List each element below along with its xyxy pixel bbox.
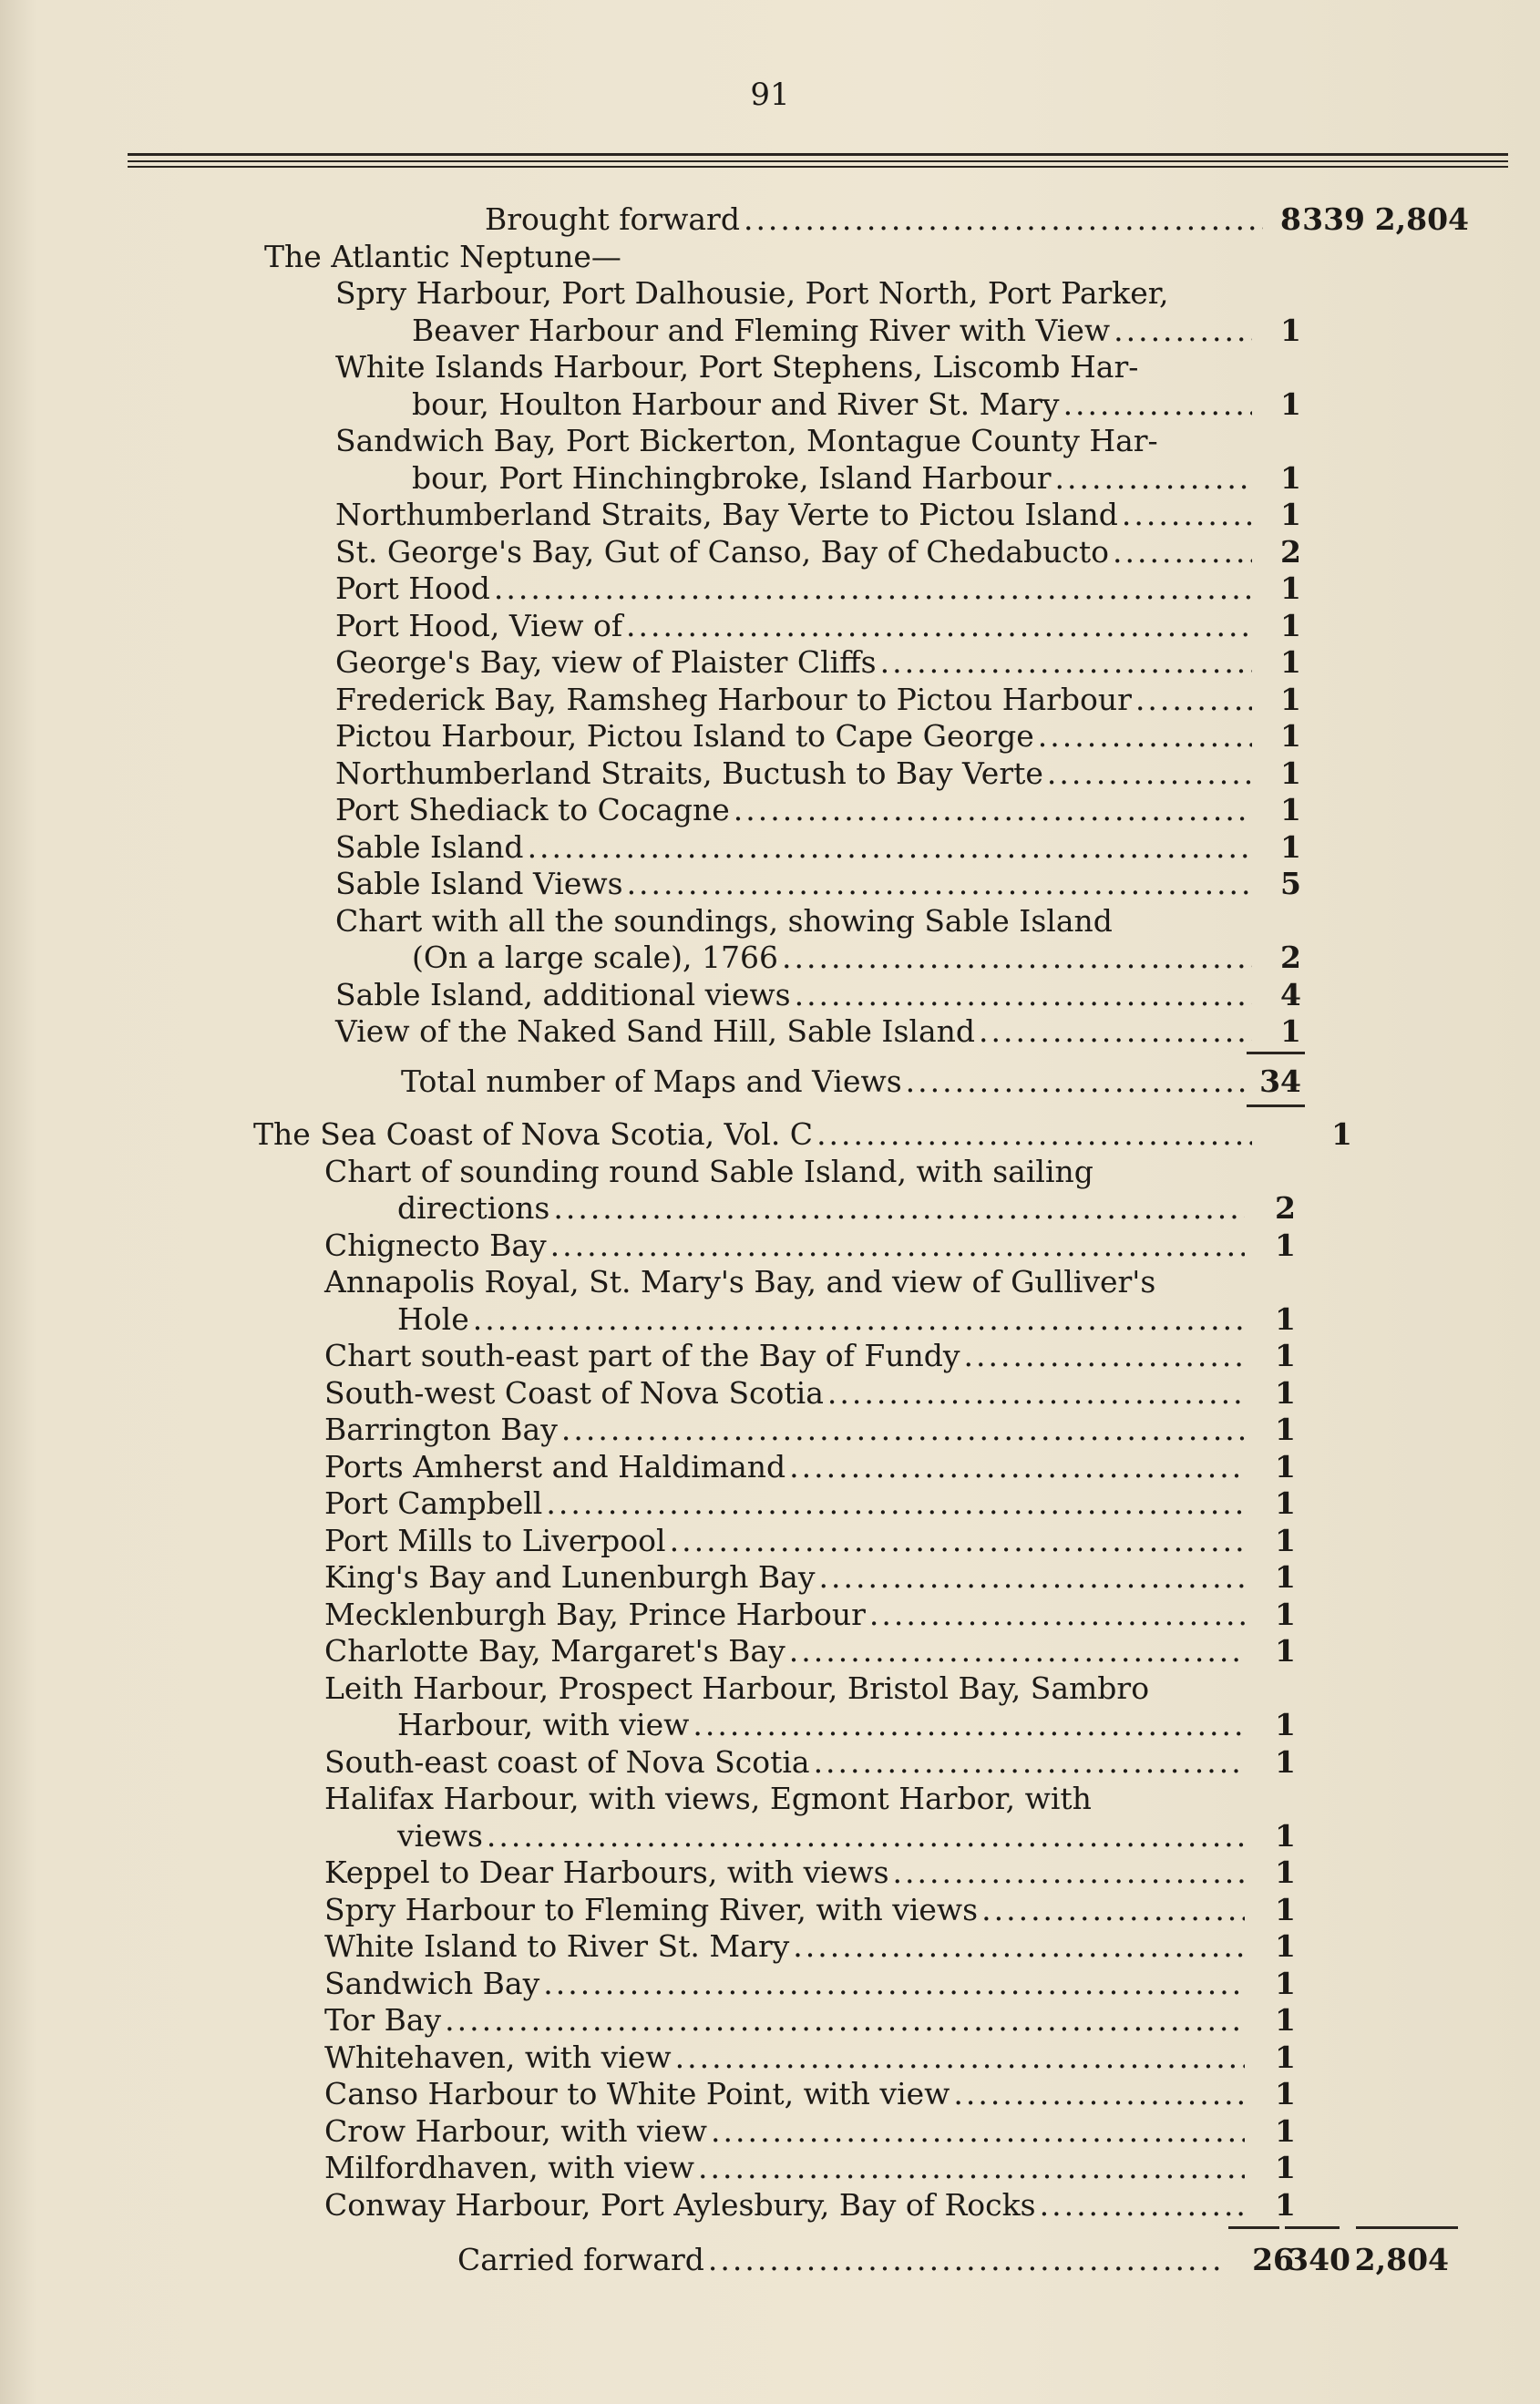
dot-leader: [789, 1448, 1245, 1486]
dot-leader: [543, 1965, 1245, 2003]
item-count: 1: [1280, 755, 1301, 791]
item-count: 4: [1280, 976, 1301, 1012]
list-item-label: Port Shediack to Cocagne: [335, 792, 730, 827]
dot-leader: [693, 1706, 1245, 1744]
item-count: 1: [1275, 1227, 1296, 1263]
list-item: [335, 533, 1258, 571]
list-item-label: (On a large scale), 1766: [412, 940, 778, 975]
list-item-label: White Island to River St. Mary: [324, 1928, 790, 1964]
item-count: 1: [1280, 718, 1301, 754]
list-item: [397, 1706, 1250, 1744]
list-item-label: Hole: [397, 1300, 469, 1337]
item-count: 1: [1275, 1485, 1296, 1521]
item-count: 1: [1275, 1891, 1296, 1927]
list-item: [324, 2149, 1250, 2187]
dot-leader: [698, 2149, 1245, 2187]
item-count: 1: [1280, 459, 1301, 496]
item-count: 1: [1280, 385, 1301, 422]
list-item: [335, 717, 1258, 755]
list-item-line: Chart of sounding round Sable Island, with sailing: [324, 1153, 1093, 1189]
dot-leader: [814, 1743, 1245, 1782]
dot-leader: [711, 2112, 1245, 2151]
list-item-label: Charlotte Bay, Margaret's Bay: [324, 1633, 785, 1669]
list-item: [412, 939, 1258, 977]
dot-leader: [670, 1522, 1245, 1560]
list-item-label: South-east coast of Nova Scotia: [324, 1743, 810, 1780]
total-row-label: Total number of Maps and Views: [401, 1063, 902, 1099]
dot-leader: [627, 865, 1252, 903]
list-item: [324, 1891, 1250, 1929]
item-count: 1: [1275, 2076, 1296, 2111]
dot-leader: [782, 939, 1252, 977]
list-item-label: Conway Harbour, Port Aylesbury, Bay of Rocks: [324, 2186, 1036, 2223]
item-count: 1: [1275, 2112, 1296, 2149]
list-item-label: South-west Coast of Nova Scotia: [324, 1374, 824, 1411]
sum-rule: [1247, 1104, 1305, 1107]
total-row: [401, 1063, 1258, 1101]
section-heading: [253, 1115, 1258, 1154]
list-item: [335, 1012, 1258, 1051]
list-item: [324, 1411, 1250, 1449]
carried-forward-col2: 340: [1288, 2242, 1350, 2277]
list-item-label: Frederick Bay, Ramsheg Harbour to Pictou Harbour: [335, 681, 1132, 717]
carried-forward-label: Carried forward: [457, 2242, 704, 2277]
dot-leader: [1047, 755, 1252, 793]
item-count: 1: [1280, 570, 1301, 606]
dot-leader: [795, 976, 1252, 1014]
dot-leader: [675, 2039, 1245, 2077]
list-item-label: Harbour, with view: [397, 1707, 690, 1742]
list-item-line: Sandwich Bay, Port Bickerton, Montague County Har-: [335, 423, 1158, 458]
list-item-label: Mecklenburgh Bay, Prince Harbour: [324, 1596, 866, 1632]
dot-leader: [445, 2001, 1245, 2039]
list-item: [324, 1448, 1250, 1486]
item-count: 2: [1275, 1190, 1296, 1226]
item-count: 2: [1280, 940, 1301, 975]
list-item: [335, 643, 1258, 682]
dot-leader: [793, 1927, 1245, 1966]
list-item-label: bour, Port Hinchingbroke, Island Harbour: [412, 459, 1052, 496]
list-item-label: Port Hood, View of: [335, 607, 623, 643]
item-count: 1: [1280, 312, 1301, 348]
list-item-label: Port Campbell: [324, 1485, 543, 1521]
list-item-label: Milfordhaven, with view: [324, 2150, 694, 2185]
list-item: [397, 1189, 1250, 1228]
item-count: 1: [1280, 607, 1301, 643]
item-count: 1: [1275, 2150, 1296, 2185]
list-item: [324, 1522, 1250, 1560]
dot-leader: [546, 1485, 1245, 1523]
dot-leader: [906, 1063, 1252, 1101]
page-number: 91: [750, 77, 790, 113]
list-item-label: Barrington Bay: [324, 1412, 558, 1447]
section-heading: The Atlantic Neptune—: [264, 238, 621, 274]
item-count: 1: [1275, 1596, 1296, 1632]
list-item: [335, 865, 1258, 903]
list-item: [335, 570, 1258, 608]
dot-leader: [734, 791, 1252, 829]
item-count: 1: [1275, 1707, 1296, 1742]
dot-leader: [473, 1300, 1245, 1339]
brought-forward-label: Brought forward: [485, 201, 740, 237]
dot-leader: [1038, 717, 1252, 755]
brought-forward-col1: 8: [1280, 201, 1301, 237]
list-item: [335, 755, 1258, 793]
list-item-label: Port Mills to Liverpool: [324, 1522, 666, 1558]
list-item-label: Northumberland Straits, Bay Verte to Pictou Island: [335, 497, 1118, 532]
dot-leader: [1054, 459, 1252, 498]
list-item-line: Spry Harbour, Port Dalhousie, Port North, Port Parker,: [335, 275, 1169, 311]
total-value: 34: [1259, 1063, 1301, 1099]
list-item-label: View of the Naked Sand Hill, Sable Island: [335, 1013, 975, 1049]
dot-leader: [1113, 533, 1252, 571]
list-item: [335, 828, 1258, 867]
brought-forward: [485, 200, 1268, 239]
list-item: [324, 2112, 1250, 2151]
item-count: 1: [1280, 644, 1301, 680]
sum-rule: [1356, 2226, 1458, 2229]
dot-leader: [981, 1891, 1245, 1929]
dot-leader: [708, 2241, 1227, 2279]
dot-leader: [528, 828, 1252, 867]
list-item-label: Canso Harbour to White Point, with view: [324, 2076, 950, 2111]
list-item: [335, 607, 1258, 645]
list-item-label: Sable Island, additional views: [335, 976, 791, 1012]
dot-leader: [789, 1632, 1245, 1670]
list-item-label: Northumberland Straits, Buctush to Bay Verte: [335, 755, 1043, 791]
list-item: [324, 1227, 1250, 1265]
dot-leader: [1040, 2186, 1245, 2224]
list-item: [335, 976, 1258, 1014]
dot-leader: [550, 1227, 1245, 1265]
list-item: [324, 1596, 1250, 1634]
list-item: [397, 1817, 1250, 1855]
list-item: [324, 2186, 1250, 2224]
item-count: 1: [1280, 497, 1301, 532]
list-item-label: bour, Houlton Harbour and River St. Mary: [412, 385, 1060, 422]
item-count: 5: [1280, 866, 1301, 901]
dot-leader: [1122, 496, 1252, 534]
list-item: [324, 2075, 1250, 2113]
item-count: 1: [1275, 1743, 1296, 1780]
dot-leader: [487, 1817, 1245, 1855]
list-item: [324, 1337, 1250, 1375]
item-count: 1: [1280, 681, 1301, 717]
item-count: 1: [1280, 792, 1301, 827]
list-item: [324, 1374, 1250, 1413]
sum-rule: [1285, 2226, 1340, 2229]
list-item: [324, 1558, 1250, 1597]
list-item-label: Tor Bay: [324, 2002, 442, 2038]
list-item-line: Leith Harbour, Prospect Harbour, Bristol Bay, Sambro: [324, 1669, 1150, 1706]
list-item: [412, 385, 1258, 424]
list-item-label: Beaver Harbour and Fleming River with View: [412, 312, 1111, 348]
list-item: [324, 1854, 1250, 1892]
list-item-label: Port Hood: [335, 570, 490, 606]
dot-leader: [953, 2075, 1245, 2113]
list-item-label: Keppel to Dear Harbours, with views: [324, 1854, 889, 1890]
dot-leader: [880, 643, 1252, 682]
dot-leader: [561, 1411, 1245, 1449]
list-item-label: Sable Island Views: [335, 866, 623, 901]
section-heading-label: The Sea Coast of Nova Scotia, Vol. C: [253, 1116, 814, 1152]
list-item: [324, 1743, 1250, 1782]
list-item-label: Crow Harbour, with view: [324, 2112, 708, 2149]
item-count: 1: [1275, 1965, 1296, 2001]
list-item: [412, 459, 1258, 498]
list-item-label: Sandwich Bay: [324, 1965, 540, 2001]
list-item-line: White Islands Harbour, Port Stephens, Liscomb Har-: [335, 349, 1139, 385]
list-item: [324, 2039, 1250, 2077]
item-count: 1: [1275, 1338, 1296, 1373]
carried-forward-col1: 26: [1252, 2242, 1294, 2277]
item-count: 1: [1275, 1374, 1296, 1411]
list-item-label: Sable Island: [335, 828, 524, 865]
dot-leader: [964, 1337, 1245, 1375]
list-item: [397, 1300, 1250, 1339]
dot-leader: [816, 1115, 1252, 1154]
dot-leader: [553, 1189, 1245, 1228]
sum-rule: [1247, 1052, 1305, 1054]
list-item-label: Pictou Harbour, Pictou Island to Cape George: [335, 718, 1034, 754]
carried-forward-col3: 2,804: [1354, 2242, 1449, 2277]
item-count: 1: [1280, 828, 1301, 865]
list-item-line: Halifax Harbour, with views, Egmont Harbor, with: [324, 1781, 1092, 1816]
list-item-label: Chignecto Bay: [324, 1227, 547, 1263]
dot-leader: [818, 1558, 1245, 1597]
item-count: 1: [1275, 1522, 1296, 1558]
list-item: [412, 312, 1258, 350]
sum-rule: [1228, 2226, 1279, 2229]
item-count: 1: [1275, 1817, 1296, 1854]
list-item-label: directions: [397, 1190, 550, 1226]
list-item: [324, 1927, 1250, 1966]
list-item-line: Annapolis Royal, St. Mary's Bay, and view of Gulliver's: [324, 1264, 1156, 1300]
item-count: 1: [1275, 1633, 1296, 1669]
brought-forward-col2: 339: [1302, 201, 1365, 237]
item-count: 1: [1275, 2002, 1296, 2038]
list-item-label: views: [397, 1817, 483, 1854]
list-item-label: Whitehaven, with view: [324, 2039, 672, 2075]
dot-leader: [979, 1012, 1252, 1051]
dot-leader: [494, 570, 1252, 608]
item-count: 1: [1275, 1448, 1296, 1485]
dot-leader: [869, 1596, 1245, 1634]
list-item-label: Spry Harbour to Fleming River, with views: [324, 1891, 979, 1927]
carried-forward: [457, 2241, 1232, 2279]
item-count: 1: [1275, 2039, 1296, 2075]
list-item: [324, 2001, 1250, 2039]
list-item: [335, 681, 1258, 719]
list-item-label: King's Bay and Lunenburgh Bay: [324, 1559, 816, 1595]
list-item: [324, 1965, 1250, 2003]
dot-leader: [827, 1374, 1245, 1413]
dot-leader: [1135, 681, 1252, 719]
list-item-label: Chart south-east part of the Bay of Fundy: [324, 1338, 960, 1373]
list-item: [335, 496, 1258, 534]
dot-leader: [744, 200, 1263, 239]
list-item-label: St. George's Bay, Gut of Canso, Bay of Chedabucto: [335, 533, 1110, 570]
item-count: 1: [1275, 1928, 1296, 1964]
brought-forward-col3: 2,804: [1374, 201, 1469, 237]
list-item: [324, 1632, 1250, 1670]
item-count: 1: [1275, 1300, 1296, 1337]
item-count: 1: [1275, 1412, 1296, 1447]
dot-leader: [626, 607, 1252, 645]
list-item-label: Ports Amherst and Haldimand: [324, 1448, 786, 1485]
item-count: 2: [1280, 533, 1301, 570]
item-count: 1: [1275, 1559, 1296, 1595]
item-count: 1: [1280, 1013, 1301, 1049]
list-item-line: Chart with all the soundings, showing Sable Island: [335, 902, 1113, 939]
dot-leader: [893, 1854, 1245, 1892]
item-count: 1: [1275, 1854, 1296, 1890]
dot-leader: [1114, 312, 1252, 350]
heading-count: 1: [1331, 1116, 1352, 1152]
list-item: [335, 791, 1258, 829]
item-count: 1: [1275, 2186, 1296, 2223]
list-item-label: George's Bay, view of Plaister Cliffs: [335, 644, 877, 680]
dot-leader: [1063, 385, 1252, 424]
list-item: [324, 1485, 1250, 1523]
